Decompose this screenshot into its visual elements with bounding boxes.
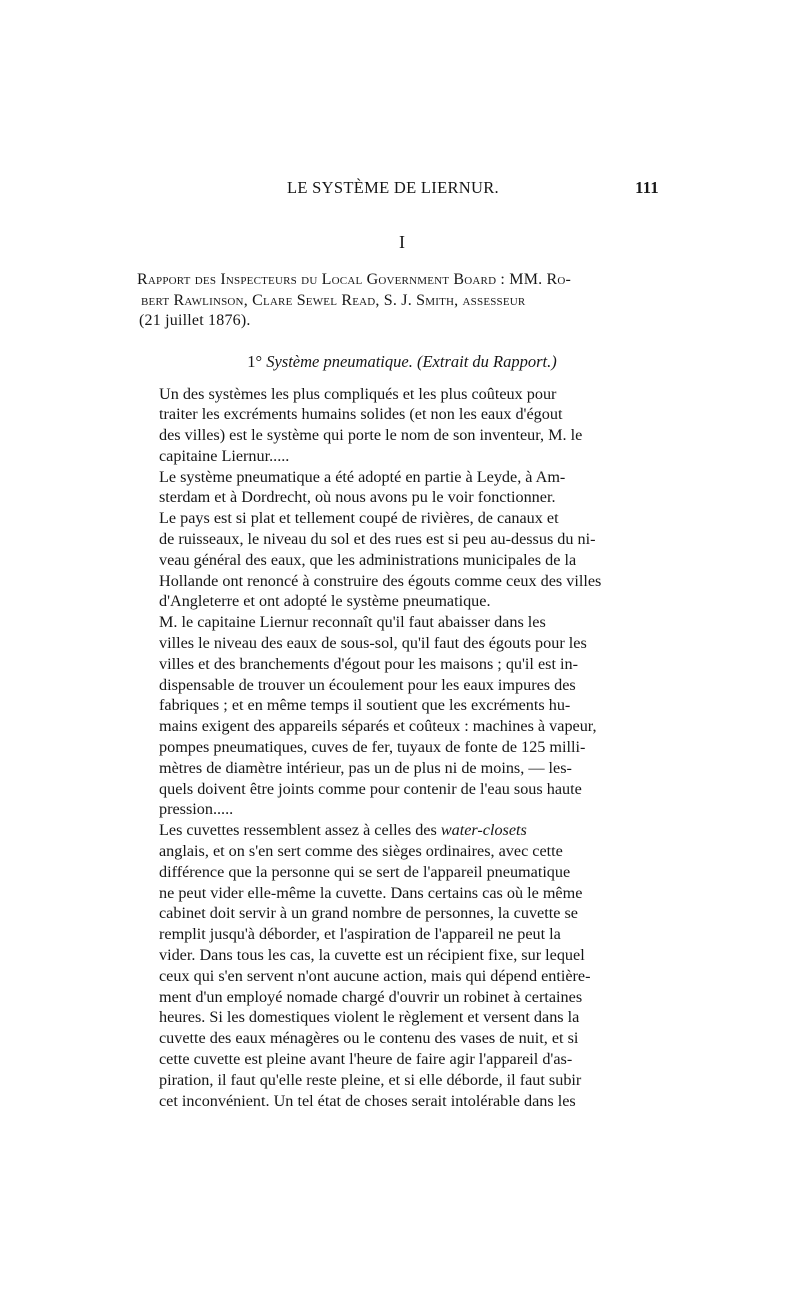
text-line: fabriques ; et en même temps il soutient que les excréments hu- [159, 696, 571, 715]
text-line: piration, il faut qu'elle reste pleine, et si elle déborde, il faut subir [159, 1070, 582, 1089]
running-title: LE SYSTÈME DE LIERNUR. [287, 178, 499, 197]
text-line: quels doivent être joints comme pour contenir de l'eau sous haute [159, 779, 582, 798]
text-line: cette cuvette est pleine avant l'heure de faire agir l'appareil d'as- [159, 1050, 573, 1068]
text-line: ment d'un employé nomade chargé d'ouvrir un robinet à certaines [159, 987, 583, 1006]
subheading [137, 352, 667, 384]
text-line: différence que la personne qui se sert de l'appareil pneumatique [159, 862, 571, 881]
text-line: mètres de diamètre intérieur, pas un de plus ni de moins, — les- [159, 758, 572, 777]
text-line: villes le niveau des eaux de sous-sol, qu'il faut des égouts pour les [159, 634, 587, 653]
paragraph [137, 820, 667, 1111]
text-line: Le système pneumatique a été adopté en partie à Leyde, à Am- [159, 467, 566, 486]
text-line: de ruisseaux, le niveau du sol et des rues est si peu au-dessus du ni- [159, 530, 596, 549]
body-text [137, 384, 667, 1112]
running-head [137, 178, 667, 206]
text-line: cabinet doit servir à un grand nombre de personnes, la cuvette se [159, 904, 578, 923]
paragraph [137, 467, 667, 509]
subheading-title: Système pneumatique. [266, 351, 413, 371]
text-line: heures. Si les domestiques violent le règlement et versent dans la [159, 1008, 580, 1027]
report-heading-line-1: Rapport des Inspecteurs du Local Government Board : MM. Ro- [137, 271, 572, 288]
text-line: remplit jusqu'à déborder, et l'aspiration de l'appareil ne peut la [159, 925, 561, 944]
subheading-prefix: 1° [247, 351, 267, 371]
text-line: sterdam et à Dordrecht, où nous avons pu le voir fonctionner. [159, 488, 556, 507]
paragraph [137, 384, 667, 467]
text-line: ne peut vider elle-même la cuvette. Dans certains cas où le même [159, 883, 583, 902]
report-heading-line-2: bert Rawlinson, Clare Sewel Read, S. J. Smith, assesseur [141, 291, 526, 309]
text-line: Un des systèmes les plus compliqués et les plus coûteux pour [159, 384, 557, 403]
text-line: ceux qui s'en servent n'ont aucune action, mais qui dépend entière- [159, 966, 591, 985]
text-line: pompes pneumatiques, cuves de fer, tuyaux de fonte de 125 milli- [159, 738, 586, 757]
text-line: vider. Dans tous les cas, la cuvette est un récipient fixe, sur lequel [159, 946, 585, 965]
subheading-note: (Extrait du Rapport.) [416, 351, 557, 371]
text-line [137, 820, 667, 841]
text-line: mains exigent des appareils séparés et coûteux : machines à vapeur, [159, 717, 597, 736]
text-line: cuvette des eaux ménagères ou le contenu des vases de nuit, et si [159, 1029, 579, 1048]
report-heading [137, 270, 667, 332]
italic-term: water-closets [440, 821, 527, 840]
report-heading-line-3: (21 juillet 1876). [139, 312, 251, 329]
text-line: capitaine Liernur..... [159, 446, 290, 465]
text-line: traiter les excréments humains solides (et non les eaux d'égout [159, 405, 563, 424]
text-line: dispensable de trouver un écoulement pour les eaux impures des [159, 675, 576, 694]
text-line: des villes) est le système qui porte le nom de son inventeur, M. le [159, 426, 583, 445]
text-line: d'Angleterre et ont adopté le système pneumatique. [159, 592, 491, 611]
text-line: anglais, et on s'en sert comme des sièges ordinaires, avec cette [159, 842, 563, 861]
text-line: Hollande ont renoncé à construire des égouts comme ceux des villes [159, 571, 602, 590]
text-line: cet inconvénient. Un tel état de choses serait intolérable dans les [159, 1091, 576, 1110]
page-number: 111 [635, 178, 659, 197]
text-segment: Les cuvettes ressemblent assez à celles des [159, 821, 441, 840]
book-page [137, 178, 667, 1111]
section-numeral: I [399, 232, 405, 252]
text-line: villes et des branchements d'égout pour les maisons ; qu'il est in- [159, 654, 578, 673]
text-line: Le pays est si plat et tellement coupé de rivières, de canaux et [159, 509, 559, 528]
paragraph [137, 508, 667, 612]
text-line: M. le capitaine Liernur reconnaît qu'il faut abaisser dans les [159, 613, 546, 632]
text-line: veau général des eaux, que les administrations municipales de la [159, 550, 577, 569]
text-line: pression..... [159, 800, 234, 819]
paragraph [137, 612, 667, 820]
